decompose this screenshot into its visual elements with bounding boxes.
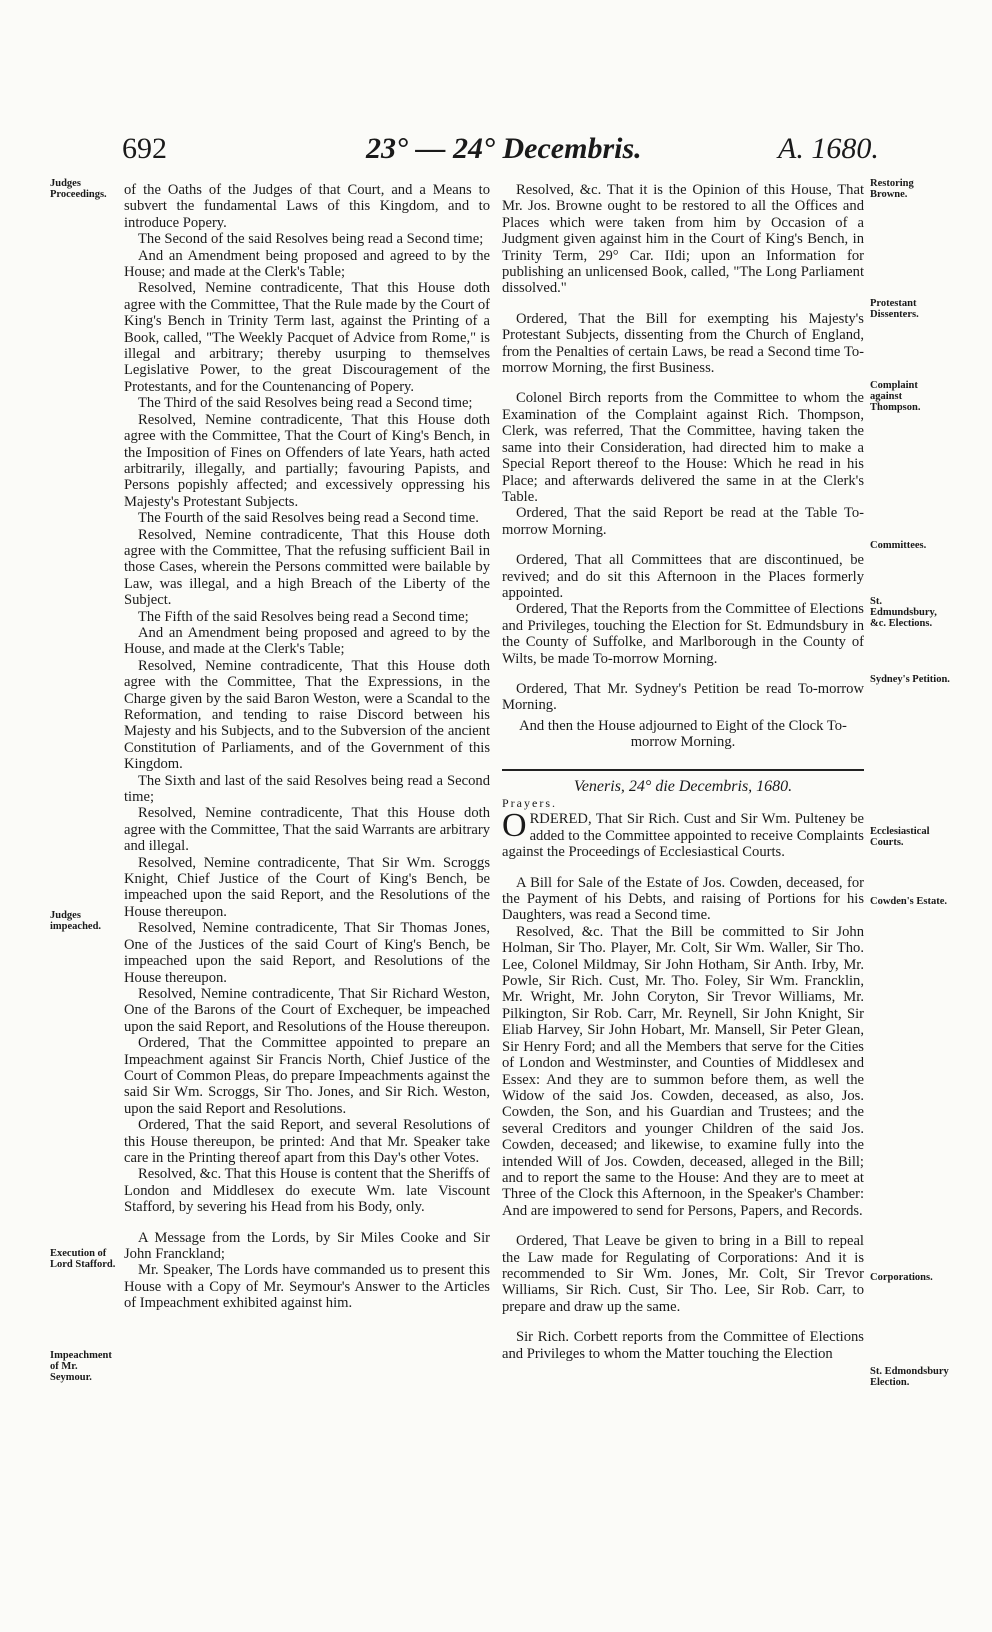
margin-note: Cowden's Estate.	[870, 896, 948, 907]
paragraph: Ordered, That Mr. Sydney's Petition be read To-morrow Morning.	[502, 680, 864, 714]
margin-note: Judges impeached.	[50, 910, 102, 932]
adjournment: And then the House adjourned to Eight of the Clock To-morrow Morning.	[519, 717, 847, 751]
paragraph: A Bill for Sale of the Estate of Jos. Cowden, deceased, for the Payment of his Debts, and raising of Portions for his Daughters, was read a Second time.	[502, 874, 864, 924]
day-heading: Veneris, 24° die Decembris, 1680.	[573, 777, 793, 795]
margin-note: Corporations.	[870, 1272, 933, 1283]
paragraph: The Second of the said Resolves being read a Second time;	[138, 231, 484, 248]
paragraph: Ordered, That the said Report be read at the Table To-morrow Morning.	[502, 505, 864, 538]
paragraph: Resolved, &c. That this House is content that the Sheriffs of London and Middlesex do execute Wm. late Viscount Stafford, by severing his Head from his Body, only.	[124, 1166, 490, 1216]
paragraph: The Third of the said Resolves being read a Second time;	[138, 395, 473, 412]
paragraph: Resolved, Nemine contradicente, That Sir Wm. Scroggs Knight, Chief Justice of the Court of King's Bench, be impeached upon the said Report, and the Resolutions of the House thereupon.	[124, 854, 490, 920]
paragraph: And an Amendment being proposed and agreed to by the House; and made at the Clerk's Table;	[124, 247, 490, 281]
margin-note: Complaint against Thompson.	[870, 380, 921, 413]
right-column	[502, 182, 864, 1362]
page-year: A. 1680.	[778, 132, 879, 165]
margin-note: St. Edmondsbury Election.	[870, 1366, 949, 1388]
paragraph: Ordered, That the Bill for exempting his Majesty's Protestant Subjects, dissenting from the Church of England, from the Penalties of certain Laws, be read a Second time To-morrow Morning, the first Business.	[502, 310, 864, 377]
margin-note: Protestant Dissenters.	[870, 298, 919, 320]
page-header	[118, 132, 886, 172]
margin-note: Impeachment of Mr. Seymour.	[50, 1350, 112, 1383]
paragraph: Resolved, Nemine contradicente, That Sir Thomas Jones, One of the Justices of the said Court of King's Bench, be impeached upon the said Report, and Resolutions of the House thereupon.	[124, 920, 490, 986]
margin-note: Execution of Lord Stafford.	[50, 1248, 116, 1270]
paragraph: Resolved, Nemine contradicente, That Sir Richard Weston, One of the Barons of the Court of Exchequer, be impeached upon the said Report, and Resolutions of the House thereupon.	[124, 985, 490, 1035]
margin-note: St. Edmundsbury, &c. Elections.	[870, 596, 937, 629]
paragraph: Resolved, &c. That the Bill be committed to Sir John Holman, Sir Tho. Player, Mr. Colt, Sir Wm. Waller, Sir Tho. Lee, Colonel Mildmay, Sir John Hotham, Sir Anth. Irby, Mr. Powle, Sir Rich. Cust, Mr. Tho. Foley, Sir Wm. Francklin, Mr. Wright, Mr. John Coryton, Sir Trevor Williams, Mr. Pilkington, Sir Rob. Carr, Mr. Reynell, Sir John Knight, Sir Eliab Harvey, Sir John Hobart, Mr. Mansell, Sir Peter Glean, Sir Henry Ford; and all the Members that serve for the Cities of London and Westminster, and Counties of Middlesex and Essex: And they are to summon before them, as well the Widow of the said Jos. Cowden, deceased, as also, Jos. Cowden, the Son, and his Guardian and Trustees; and the several Creditors and younger Children of the said Jos. Cowden, deceased; and likewise, to examine fully into the intended Will of Jos. Cowden, deceased, alleged in the Bill; and to report the same to the House: And they are to meet at Three of the Clock this Afternoon, in the Speaker's Chamber: And are impowered to send for Persons, Papers, and Records.	[502, 923, 864, 1219]
paragraph: of the Oaths of the Judges of that Court, and a Means to subvert the fundamental Laws of this Kingdom, and to introduce Popery.	[124, 182, 490, 231]
paragraph: Ordered, That the Committee appointed to prepare an Impeachment against Sir Francis North, Chief Justice of the Court of Common Pleas, do prepare Impeachments against the said Sir Wm. Scroggs, Sir Tho. Jones, and Sir Rich. Weston, upon the said Report and Resolutions.	[124, 1035, 490, 1117]
paragraph: Ordered, That the Reports from the Committee of Elections and Privileges, touching the Election for St. Edmundsbury in the County of Suffolke, and Marlborough in the County of Wilts, be made To-morrow Morning.	[502, 601, 864, 667]
section-divider	[502, 769, 864, 771]
prayers-heading: Prayers.	[502, 796, 557, 810]
margin-note: Judges Proceedings.	[50, 178, 107, 200]
paragraph: Resolved, Nemine contradicente, That this House doth agree with the Committee, That the refusing sufficient Bail in those Cases, wherein the Persons committed were bailable by Law, was illegal, and a high Breach of the Liberty of the Subject.	[124, 526, 490, 609]
paragraph: Ordered, That the said Report, and several Resolutions of this House thereupon, be printed: And that Mr. Speaker take care in the Printing thereof apart from this Day's other Votes.	[124, 1117, 490, 1166]
page-number: 692	[122, 132, 167, 165]
paragraph: Resolved, Nemine contradicente, That this House doth agree with the Committee, That the Expressions, in the Charge given by the said Baron Weston, were a Scandal to the Reformation, and tending to raise Discord between his Majesty and his Subjects, and to the Subversion of the ancient Constitution of Parliaments, and of the Government of this Kingdom.	[124, 657, 490, 773]
paragraph: A Message from the Lords, by Sir Miles Cooke and Sir John Franckland;	[124, 1229, 490, 1262]
paragraph: Colonel Birch reports from the Committee to whom the Examination of the Complaint against Rich. Thompson, Clerk, was referred, That the Committee, having taken the same into their Consideration, had directed him to make a Special Report thereof to the House: Which he read in his Place; and afterwards delivered the same in at the Clerk's Table.	[502, 390, 864, 505]
paragraph: The Fifth of the said Resolves being read a Second time;	[138, 608, 469, 625]
paragraph: The Fourth of the said Resolves being read a Second time.	[138, 510, 479, 527]
paragraph: And an Amendment being proposed and agreed to by the House, and made at the Clerk's Table;	[124, 624, 490, 658]
paragraph: Resolved, Nemine contradicente, That this House doth agree with the Committee, That the Rule made by the Court of King's Bench in Trinity Term last, against the Printing of a Book, called, "The Weekly Pacquet of Advice from Rome," is illegal and arbitrary; thereby usurping to themselves Legislative Power, to the great Discouragement of the Protestants, and for the Countenancing of Popery.	[124, 280, 490, 395]
margin-note: Sydney's Petition.	[870, 674, 950, 685]
margin-note: Committees.	[870, 540, 927, 551]
paragraph: Ordered, That Leave be given to bring in a Bill to repeal the Law made for Regulating of Corporations: And it is recommended to Sir Wm. Jones, Mr. Colt, Sir Trevor Williams, Sir Rich. Cust, Sir Tho. Lee, Sir Rob. Carr, to prepare and draw up the same.	[502, 1233, 864, 1315]
paragraph: The Sixth and last of the said Resolves being read a Second time;	[124, 772, 490, 806]
page-date: 23° — 24° Decembris.	[366, 132, 642, 165]
margin-note: Restoring Browne.	[870, 178, 914, 200]
paragraph: ORDERED, That Sir Rich. Cust and Sir Wm. Pulteney be added to the Committee appointed to receive Complaints against the Proceedings of Ecclesiastical Courts.	[502, 807, 864, 861]
paragraph: Mr. Speaker, The Lords have commanded us to present this House with a Copy of Mr. Seymour's Answer to the Articles of Impeachment exhibited against him.	[124, 1262, 490, 1312]
paragraph: Resolved, Nemine contradicente, That this House doth agree with the Committee, That the said Warrants are arbitrary and illegal.	[124, 805, 490, 855]
left-column	[124, 182, 490, 1312]
paragraph: Ordered, That all Committees that are discontinued, be revived; and do sit this Afternoon in the Places formerly appointed.	[502, 552, 864, 601]
margin-note: Ecclesiastical Courts.	[870, 826, 930, 848]
paragraph: Resolved, &c. That it is the Opinion of this House, That Mr. Jos. Browne ought to be restored to all the Offices and Places which were taken from him by Occasion of a Judgment given against him in the Court of King's Bench, in Trinity Term, 29° Car. IIdi; upon an Information for publishing an unlicensed Book, called, "The Long Parliament dissolved."	[502, 182, 864, 297]
paragraph: Sir Rich. Corbett reports from the Committee of Elections and Privileges to whom the Matter touching the Election	[502, 1329, 864, 1362]
paragraph: Resolved, Nemine contradicente, That this House doth agree with the Committee, That the Court of King's Bench, in the Imposition of Fines on Offenders of late Years, hath acted arbitrarily, illegally, and partially; favouring Papists, and Persons popishly affected; and excessively oppressing his Majesty's Protestant Subjects.	[124, 411, 490, 510]
